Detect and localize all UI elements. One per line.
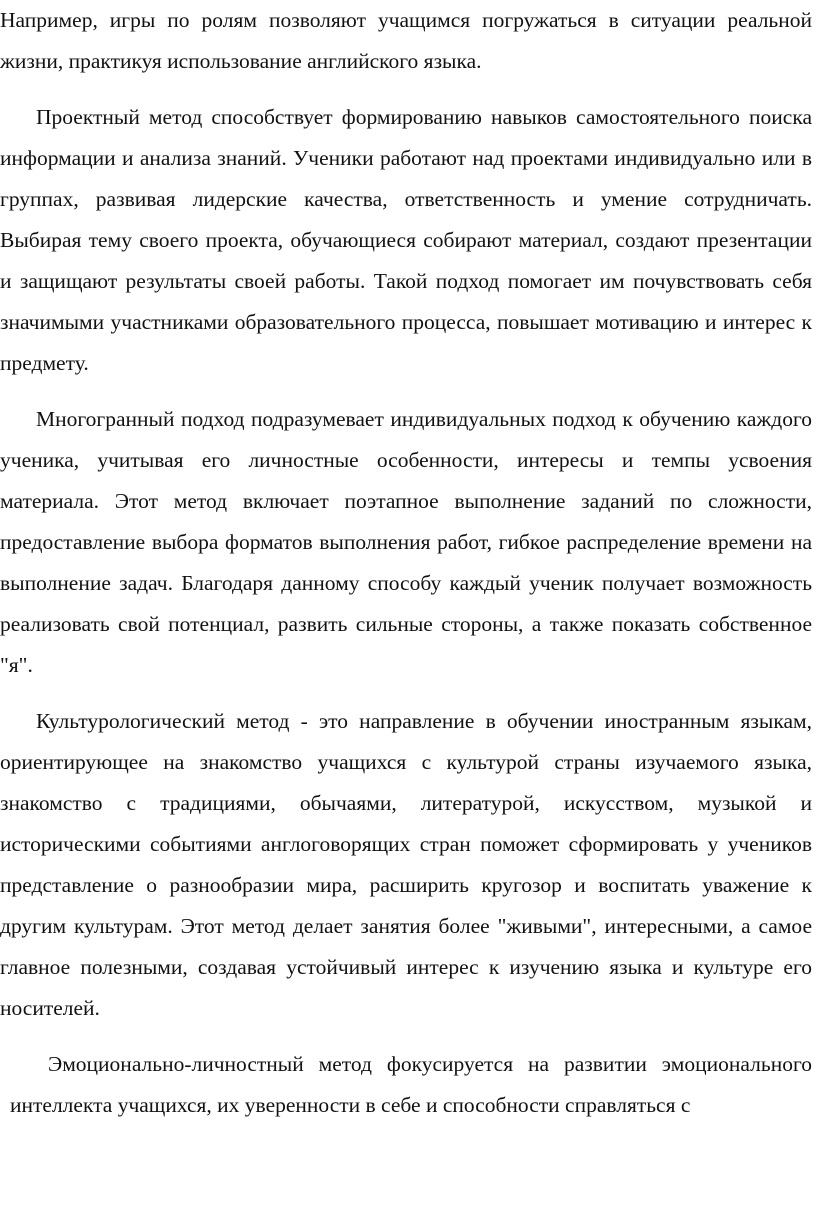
paragraph-cultural-method: Культурологический метод - это направление в обучении иностранным языкам, ориентирующее на знакомство учащихся с культурой страны изучаемого языка, знакомство с традициями, обычаями, литературой, искусством, музыкой и историческими событиями англоговорящих стран поможет сформировать у учеников представление о разнообразии мира, расширить кругозор и воспитать уважение к другим культурам. Этот метод делает занятия более "живыми", интересными, а самое главное полезными, создавая устойчивый интерес к изучению языка и культуре его носителей. (0, 709, 812, 1020)
paragraph-role-play: Например, игры по ролям позволяют учащимся погружаться в ситуации реальной жизни, практикуя использование английского языка. (0, 8, 812, 73)
paragraph-multifaceted-approach: Многогранный подход подразумевает индивидуальных подход к обучению каждого ученика, учитывая его личностные особенности, интересы и темпы усвоения материала. Этот метод включает поэтапное выполнение заданий по сложности, предоставление выбора форматов выполнения работ, гибкое распределение времени на выполнение задач. Благодаря данному способу каждый ученик получает возможность реализовать свой потенциал, развить сильные стороны, а также показать собственное "я". (0, 407, 812, 677)
paragraph-emotional-method: Эмоционально-личностный метод фокусируется на развитии эмоционального интеллекта учащихся, их уверенности в себе и способности справляться с (10, 1052, 812, 1117)
paragraph-project-method: Проектный метод способствует формированию навыков самостоятельного поиска информации и анализа знаний. Ученики работают над проектами индивидуально или в группах, развивая лидерские качества, ответственность и умение сотрудничать. Выбирая тему своего проекта, обучающиеся собирают материал, создают презентации и защищают результаты своей работы. Такой подход помогает им почувствовать себя значимыми участниками образовательного процесса, повышает мотивацию и интерес к предмету. (0, 105, 812, 375)
